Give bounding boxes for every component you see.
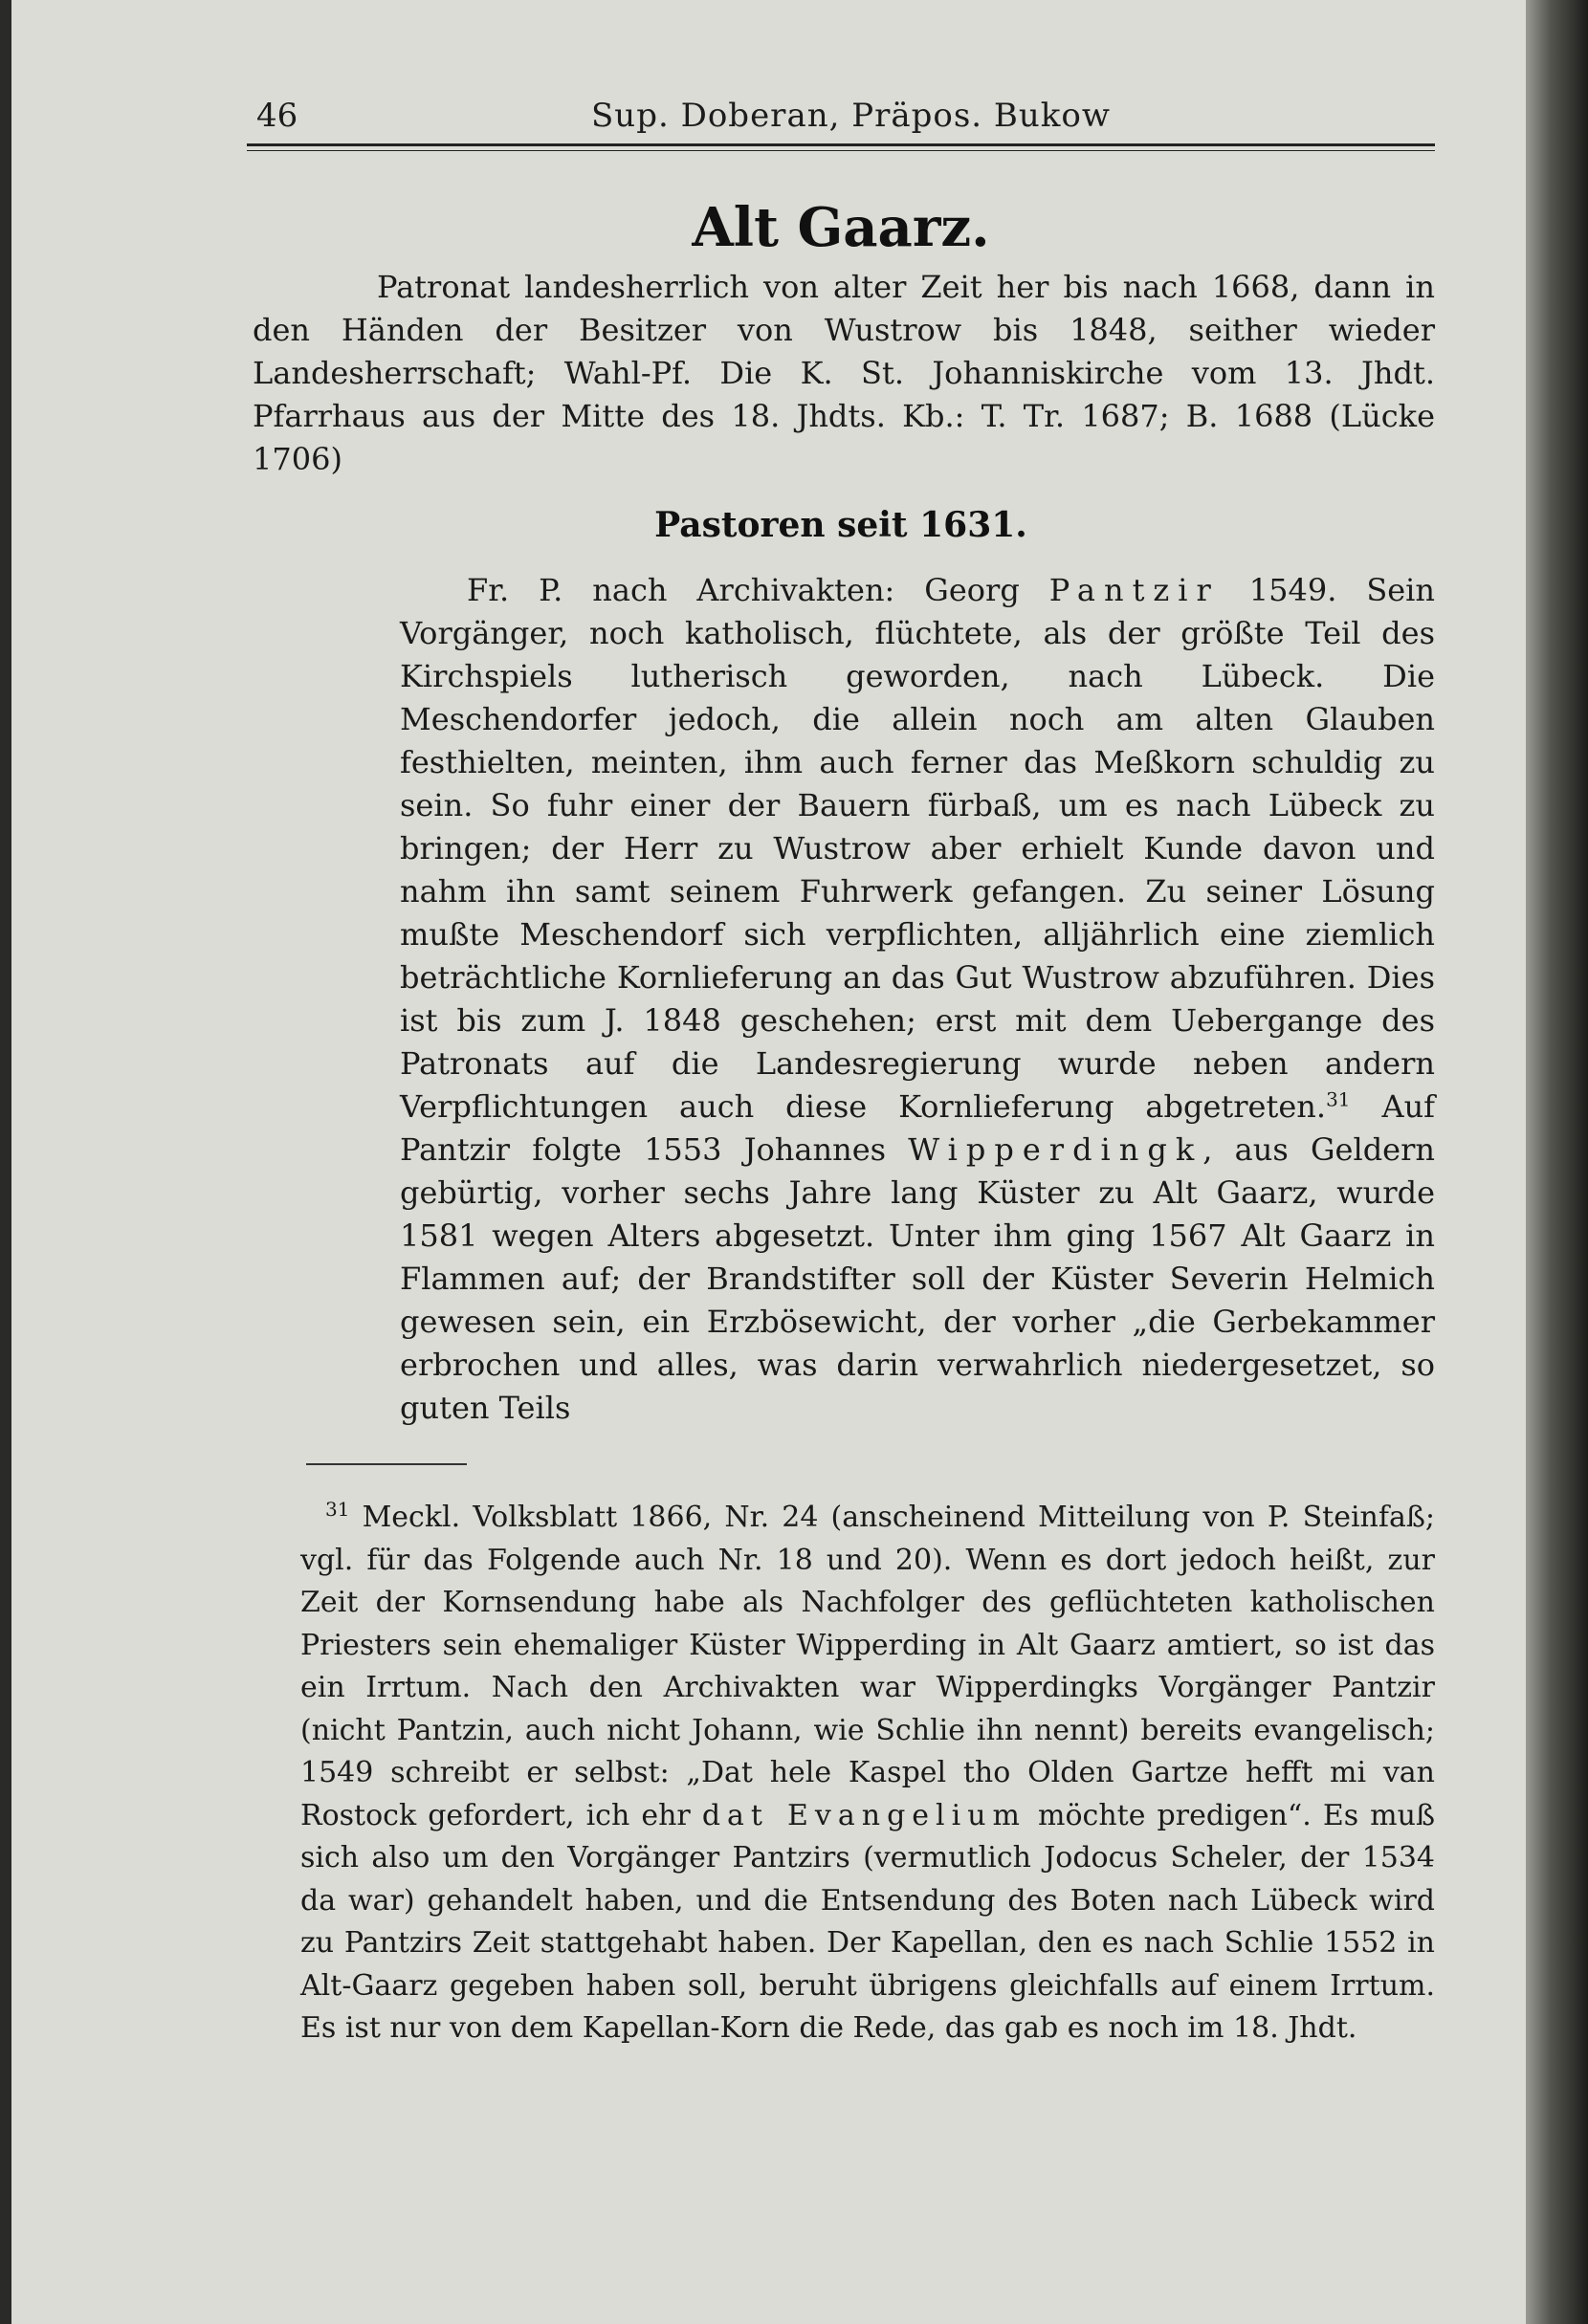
body-text-3: Auf Pantzir folgte 1553 Johannes <box>400 1088 1436 1168</box>
footnote-text-1: Meckl. Volksblatt 1866, Nr. 24 (anscheinend Mitteilung von P. Steinfaß; vgl. für das Folgende auch Nr. 18 und 20). Wenn es dort jedoch heißt, zur Zeit der Kornsendung habe als Nachfolger des geflüchteten katholischen Priesters sein ehemaliger Küster Wipperding in Alt Gaarz amtiert, so ist das ein Irrtum. Nach den Archivakten war Wipperdingks Vorgänger Pantzir (nicht Pantzin, auch nicht Johann, wie Schlie ihn nennt) bereits evangelisch; 1549 schreibt er selbst: „Dat hele Kaspel tho Olden Gartze hefft mi van Rostock gefordert, ich ehr <box>300 1501 1435 1832</box>
section-heading: Pastoren seit 1631. <box>654 505 1027 545</box>
page-number: 46 <box>256 97 298 135</box>
footnote-reference: 31 <box>1326 1087 1351 1111</box>
intro-paragraph: Patronat landesherrlich von alter Zeit her bis nach 1668, dann in den Händen der Besitzer von Wustrow bis 1848, seither wieder Landesherrschaft; Wahl-Pf. Die K. St. Johanniskirche vom 13. Jhdt. Pfarrhaus aus der Mitte des 18. Jhdts. Kb.: T. Tr. 1687; B. 1688 (Lücke 1706) <box>253 269 1435 477</box>
spaced-name-pantzir: Pantzir <box>1048 572 1220 608</box>
footnote-separator <box>306 1463 467 1465</box>
page-header <box>247 91 1435 139</box>
body-text-2: 1549. Sein Vorgänger, noch katholisch, flüchtete, als der größte Teil des Kirchspiels lutherisch geworden, nach Lübeck. Die Meschendorfer jedoch, die allein noch am alten Glauben festhielten, meinten, ihm auch ferner das Meßkorn schuldig zu sein. So fuhr einer der Bauern fürbaß, um es nach Lübeck zu bringen; der Herr zu Wustrow aber erhielt Kunde davon und nahm ihn samt seinem Fuhrwerk gefangen. Zu seiner Lösung mußte Meschendorf sich verpflichten, alljährlich eine ziemlich beträchtliche Kornlieferung an das Gut Wustrow abzuführen. Dies ist bis zum J. 1848 geschehen; erst mit dem Uebergange des Patronats auf die Landesregierung wurde neben andern Verpflichtungen auch diese Kornlieferung abgetreten. <box>400 572 1436 1125</box>
footnote-text-2: möchte predigen“. Es muß sich also um den Vorgänger Pantzirs (vermutlich Jodocus Scheler, der 1534 da war) gehandelt haben, und die Entsendung des Boten nach Lübeck wird zu Pantzirs Zeit stattgehabt haben. Der Kapellan, den es nach Schlie 1552 in Alt-Gaarz gegeben haben soll, beruht übrigens gleichfalls auf einem Irrtum. Es ist nur von dem Kapellan-Korn die Rede, das gab es noch im 18. Jhdt. <box>300 1798 1435 2045</box>
footnote-spaced-text: dat Evangelium <box>701 1798 1026 1832</box>
footnote-number: 31 <box>325 1498 350 1521</box>
page-title: Alt Gaarz. <box>692 196 990 259</box>
running-title: Sup. Doberan, Präpos. Bukow <box>591 97 1111 135</box>
body-paragraph <box>400 569 1435 1430</box>
header-rule-thick <box>247 143 1435 146</box>
footnote <box>300 1497 1435 2050</box>
header-rule-thin <box>247 150 1435 151</box>
spaced-name-wipperdingk: Wipperdingk <box>908 1131 1203 1168</box>
body-text-1: Fr. P. nach Archivakten: Georg <box>467 572 1020 608</box>
book-spine-shadow <box>1526 0 1588 2324</box>
body-text-4: , aus Geldern gebürtig, vorher sechs Jahre lang Küster zu Alt Gaarz, wurde 1581 wegen Alters abgesetzt. Unter ihm ging 1567 Alt Gaarz in Flammen auf; der Brandstifter soll der Küster Severin Helmich gewesen sein, ein Erzbösewicht, der vorher „die Gerbekammer erbrochen und alles, was darin verwahrlich niedergesetzet, so guten Teils <box>400 1131 1436 1426</box>
